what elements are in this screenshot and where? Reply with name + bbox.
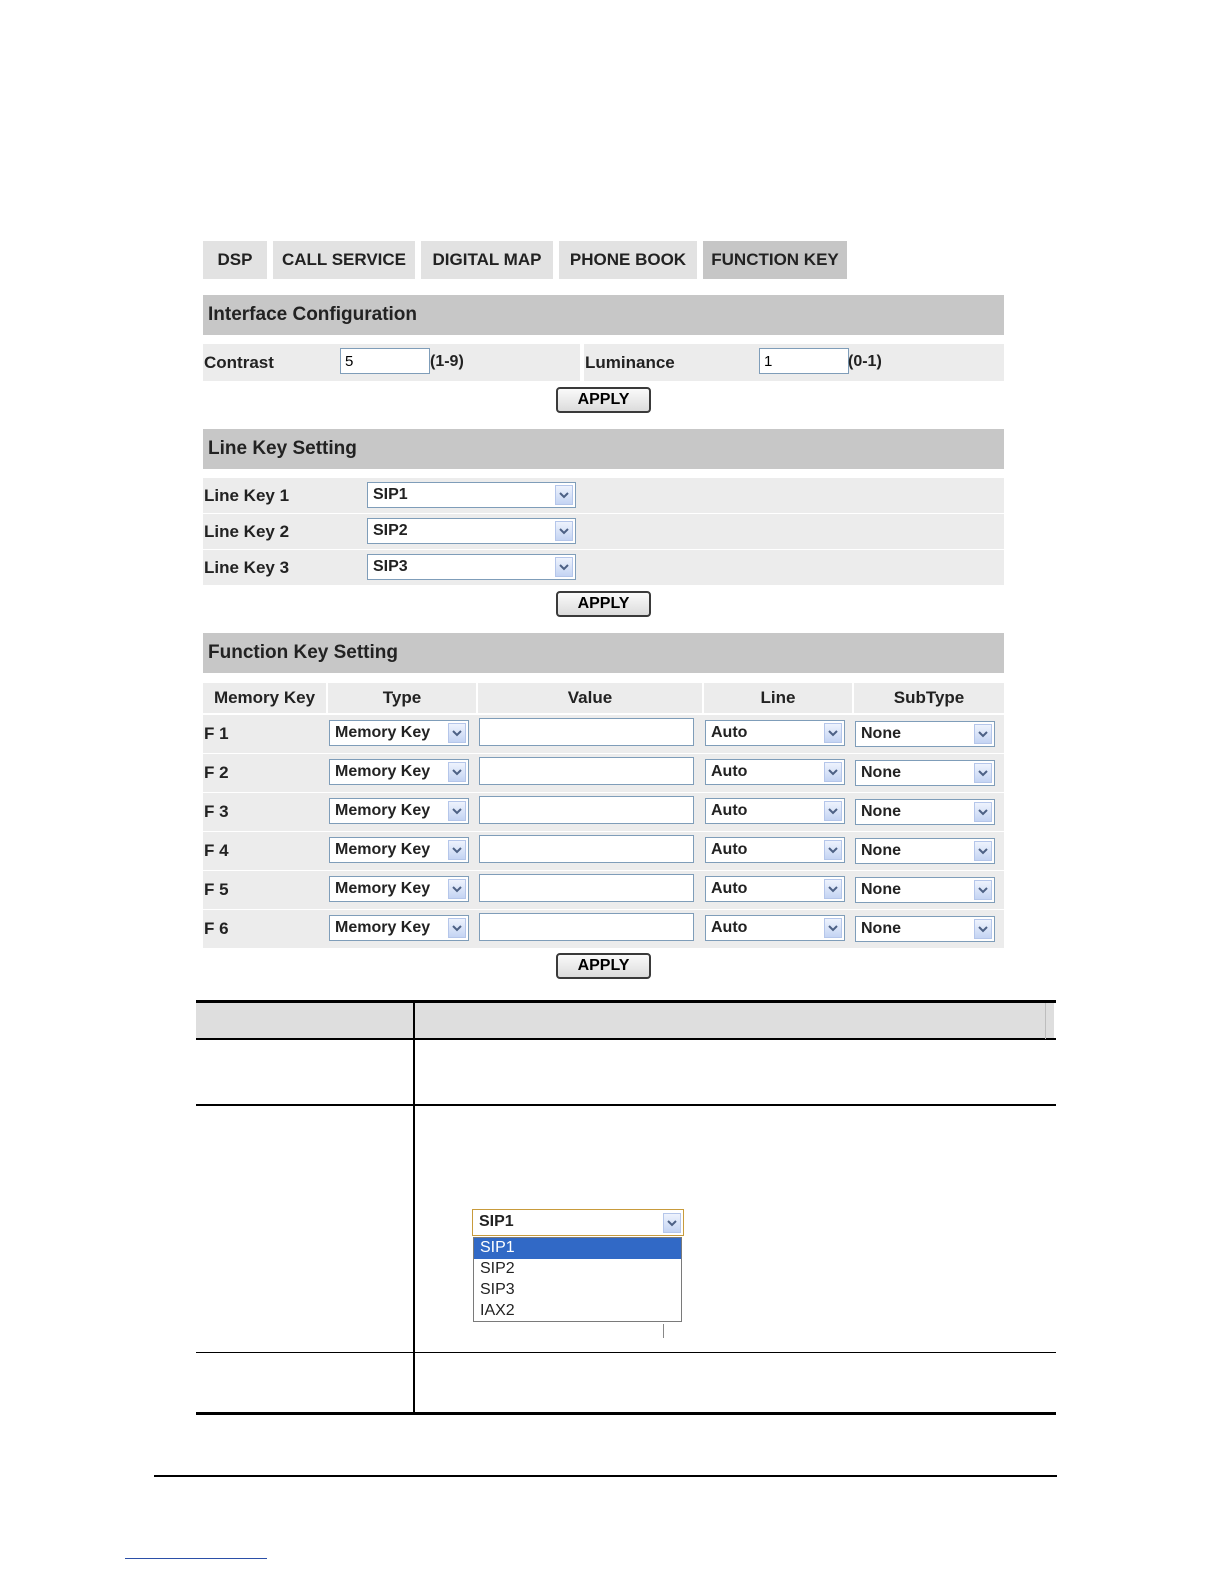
dropdown-option[interactable]: IAX2 [480, 1302, 515, 1319]
chevron-down-icon[interactable] [974, 919, 992, 939]
function-key-type-select[interactable] [329, 837, 469, 863]
dropdown-option[interactable]: SIP1 [480, 1239, 515, 1256]
chevron-down-icon[interactable] [448, 801, 466, 821]
contrast-range: (1-9) [430, 353, 464, 370]
chevron-down-icon[interactable] [824, 762, 842, 782]
chevron-down-icon[interactable] [448, 762, 466, 782]
select-value: Memory Key [335, 724, 431, 741]
dropdown-example-select[interactable] [472, 1209, 684, 1236]
select-value: Memory Key [335, 802, 431, 819]
luminance-input[interactable] [759, 348, 849, 374]
col-header-memory-key: Memory Key [203, 683, 326, 713]
select-value: Memory Key [335, 919, 431, 936]
interface-config-row [203, 344, 1004, 381]
luminance-range: (0-1) [848, 353, 882, 370]
chevron-down-icon[interactable] [974, 763, 992, 783]
apply-interface-button[interactable]: APPLY [556, 387, 651, 413]
function-key-type-select[interactable] [329, 915, 469, 941]
chevron-down-icon[interactable] [448, 879, 466, 899]
select-value: None [861, 725, 901, 742]
dropdown-option[interactable]: SIP3 [480, 1281, 515, 1298]
tab-function-key[interactable]: FUNCTION KEY [703, 241, 847, 279]
col-header-line: Line [704, 683, 852, 713]
contrast-input[interactable] [340, 348, 430, 374]
line-key-label: Line Key 1 [204, 486, 290, 505]
function-key-value-input[interactable] [479, 718, 694, 746]
function-key-value-input[interactable] [479, 796, 694, 824]
select-value: Auto [711, 763, 748, 780]
line-key-row [203, 550, 1004, 585]
table-bottom-rule [196, 1412, 1056, 1415]
line-key-row [203, 478, 1004, 513]
dropdown-option[interactable]: SIP2 [480, 1260, 515, 1277]
line-key-3-select[interactable] [367, 554, 576, 580]
select-value: SIP2 [373, 522, 408, 539]
chevron-down-icon[interactable] [974, 802, 992, 822]
select-value: None [861, 764, 901, 781]
chevron-down-icon[interactable] [824, 840, 842, 860]
function-key-subtype-select[interactable] [855, 877, 995, 903]
col-header-subtype: SubType [854, 683, 1004, 713]
function-key-label: F 6 [204, 919, 229, 938]
function-key-label: F 3 [204, 802, 229, 821]
col-header-type: Type [328, 683, 476, 713]
footer-link-underline [125, 1558, 267, 1559]
table-row [203, 715, 1004, 753]
line-key-label: Line Key 3 [204, 558, 290, 577]
chevron-down-icon[interactable] [974, 880, 992, 900]
chevron-down-icon[interactable] [555, 485, 573, 505]
function-key-line-select[interactable] [705, 837, 845, 863]
dropdown-selected-value: SIP1 [479, 1213, 514, 1230]
function-key-value-input[interactable] [479, 913, 694, 941]
select-value: None [861, 842, 901, 859]
select-value: None [861, 920, 901, 937]
apply-function-key-button[interactable]: APPLY [556, 953, 651, 979]
function-key-type-select[interactable] [329, 720, 469, 746]
chevron-down-icon[interactable] [824, 918, 842, 938]
line-key-row [203, 514, 1004, 549]
function-key-type-select[interactable] [329, 759, 469, 785]
table-rule [196, 1104, 1056, 1106]
table-row [203, 754, 1004, 792]
artifact-line [663, 1324, 664, 1338]
function-key-label: F 5 [204, 880, 229, 899]
select-value: Memory Key [335, 763, 431, 780]
tab-call-service[interactable]: CALL SERVICE [273, 241, 415, 279]
table-row [203, 832, 1004, 870]
select-value: Auto [711, 841, 748, 858]
line-key-label: Line Key 2 [204, 522, 290, 541]
table-header-divider [1045, 1003, 1046, 1039]
table-rule [196, 1352, 1056, 1353]
apply-line-key-button[interactable]: APPLY [556, 591, 651, 617]
select-value: None [861, 803, 901, 820]
select-value: Memory Key [335, 880, 431, 897]
chevron-down-icon[interactable] [663, 1213, 681, 1233]
chevron-down-icon[interactable] [824, 723, 842, 743]
chevron-down-icon[interactable] [448, 918, 466, 938]
function-key-line-select[interactable] [705, 759, 845, 785]
table-column-divider [413, 1003, 415, 1413]
table-rule [196, 1038, 1056, 1040]
chevron-down-icon[interactable] [824, 801, 842, 821]
divider [580, 344, 584, 381]
tab-digital-map[interactable]: DIGITAL MAP [421, 241, 553, 279]
line-key-2-select[interactable] [367, 518, 576, 544]
table-row [203, 793, 1004, 831]
select-value: Memory Key [335, 841, 431, 858]
chevron-down-icon[interactable] [974, 841, 992, 861]
table-row [203, 871, 1004, 909]
chevron-down-icon[interactable] [974, 724, 992, 744]
function-key-subtype-select[interactable] [855, 916, 995, 942]
function-key-subtype-select[interactable] [855, 760, 995, 786]
dropdown-options-list [473, 1237, 682, 1322]
tab-dsp[interactable]: DSP [203, 241, 267, 279]
contrast-label: Contrast [204, 353, 274, 372]
function-key-line-select[interactable] [705, 876, 845, 902]
function-key-value-input[interactable] [479, 835, 694, 863]
function-key-line-select[interactable] [705, 798, 845, 824]
chevron-down-icon[interactable] [448, 723, 466, 743]
function-key-subtype-select[interactable] [855, 838, 995, 864]
chevron-down-icon[interactable] [448, 840, 466, 860]
function-key-subtype-select[interactable] [855, 721, 995, 747]
select-value: Auto [711, 880, 748, 897]
line-key-1-select[interactable] [367, 482, 576, 508]
footer-rule [154, 1475, 1057, 1477]
function-key-subtype-select[interactable] [855, 799, 995, 825]
function-key-line-select[interactable] [705, 915, 845, 941]
chevron-down-icon[interactable] [555, 521, 573, 541]
col-header-value: Value [478, 683, 702, 713]
select-value: Auto [711, 919, 748, 936]
function-key-line-select[interactable] [705, 720, 845, 746]
function-key-type-select[interactable] [329, 876, 469, 902]
select-value: SIP1 [373, 486, 408, 503]
line-key-header: Line Key Setting [203, 429, 1004, 469]
chevron-down-icon[interactable] [824, 879, 842, 899]
select-value: SIP3 [373, 558, 408, 575]
function-key-value-input[interactable] [479, 757, 694, 785]
function-key-label: F 1 [204, 724, 229, 743]
function-key-label: F 4 [204, 841, 229, 860]
function-key-type-select[interactable] [329, 798, 469, 824]
select-value: Auto [711, 802, 748, 819]
interface-config-header: Interface Configuration [203, 295, 1004, 335]
table-row [203, 910, 1004, 948]
select-value: Auto [711, 724, 748, 741]
select-value: None [861, 881, 901, 898]
chevron-down-icon[interactable] [555, 557, 573, 577]
function-key-header: Function Key Setting [203, 633, 1004, 673]
function-key-value-input[interactable] [479, 874, 694, 902]
table-header-row [196, 1003, 1054, 1039]
luminance-label: Luminance [585, 353, 675, 372]
function-key-label: F 2 [204, 763, 229, 782]
tab-phone-book[interactable]: PHONE BOOK [559, 241, 697, 279]
